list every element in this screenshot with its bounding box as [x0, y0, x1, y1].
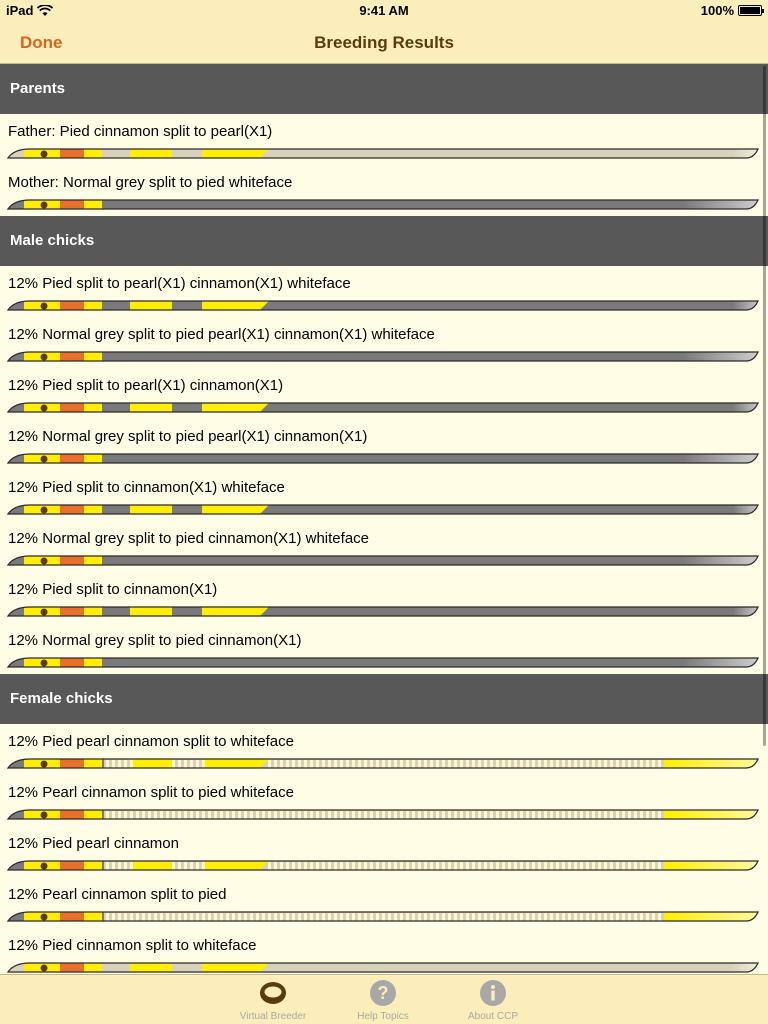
bird-color-bar [6, 657, 760, 669]
tab-bar [0, 974, 768, 1024]
result-label: 12% Pearl cinnamon split to pied whiteface [8, 784, 294, 801]
bird-bar-container [6, 147, 760, 165]
bird-color-bar [6, 962, 760, 974]
result-label: 12% Pied split to cinnamon(X1) whiteface [8, 479, 285, 496]
bird-color-bar [6, 758, 760, 770]
bird-bar-container [6, 757, 760, 775]
result-row[interactable] [0, 572, 768, 623]
bird-color-bar [6, 809, 760, 821]
bird-color-bar [6, 860, 760, 872]
bird-color-bar [6, 453, 760, 465]
result-label: 12% Normal grey split to pied pearl(X1) cinnamon(X1) whiteface [8, 326, 435, 343]
result-label: 12% Pied split to pearl(X1) cinnamon(X1) whiteface [8, 275, 351, 292]
info-icon [448, 978, 538, 1008]
result-label: 12% Normal grey split to pied pearl(X1) cinnamon(X1) [8, 428, 368, 445]
tab-virtual-breeder[interactable] [228, 978, 318, 1022]
bird-bar-container [6, 198, 760, 216]
status-time: 9:41 AM [359, 3, 409, 18]
result-row[interactable] [0, 623, 768, 674]
result-row[interactable] [0, 266, 768, 317]
result-row[interactable] [0, 775, 768, 826]
section-header: Female chicks [0, 674, 768, 724]
page-title: Breeding Results [314, 33, 454, 52]
result-label: 12% Pied pearl cinnamon [8, 835, 179, 852]
question-icon [338, 978, 428, 1008]
battery-icon [738, 5, 762, 16]
navigation-bar [0, 22, 768, 64]
result-label: 12% Pied split to pearl(X1) cinnamon(X1) [8, 377, 284, 394]
bird-color-bar [6, 402, 760, 414]
result-label: Father: Pied cinnamon split to pearl(X1) [8, 123, 273, 140]
tab-label: Virtual Breeder [239, 1011, 307, 1022]
bird-bar-container [6, 452, 760, 470]
section-header: Parents [0, 64, 768, 114]
result-row[interactable] [0, 521, 768, 572]
tab-help-topics[interactable] [338, 978, 428, 1022]
result-label: 12% Pearl cinnamon split to pied [8, 886, 227, 903]
result-row[interactable] [0, 368, 768, 419]
tab-label: Help Topics [357, 1011, 409, 1022]
section-header: Male chicks [0, 216, 768, 266]
bird-bar-container [6, 910, 760, 928]
result-row[interactable] [0, 877, 768, 928]
svg-text:?: ? [377, 983, 389, 1003]
result-row[interactable] [0, 419, 768, 470]
status-right [701, 3, 762, 18]
bird-bar-container [6, 554, 760, 572]
result-row[interactable] [0, 826, 768, 877]
status-bar [0, 0, 768, 22]
result-row[interactable] [0, 470, 768, 521]
bird-color-bar [6, 555, 760, 567]
result-label: 12% Pied split to cinnamon(X1) [8, 581, 218, 598]
bird-bar-container [6, 503, 760, 521]
result-label: 12% Pied cinnamon split to whiteface [8, 937, 257, 954]
result-label: 12% Normal grey split to pied cinnamon(X1) [8, 632, 302, 649]
scroll-indicator[interactable] [763, 66, 766, 746]
bird-bar-container [6, 605, 760, 623]
result-label: 12% Normal grey split to pied cinnamon(X1) whiteface [8, 530, 370, 547]
nest-icon [228, 978, 318, 1008]
bird-color-bar [6, 606, 760, 618]
tab-about-ccp[interactable] [448, 978, 538, 1022]
bird-bar-container [6, 656, 760, 674]
result-row[interactable] [0, 317, 768, 368]
bird-color-bar [6, 148, 760, 160]
bird-bar-container [6, 350, 760, 368]
results-list[interactable] [0, 64, 768, 974]
bird-bar-container [6, 859, 760, 877]
done-button[interactable]: Done [20, 33, 63, 52]
result-row[interactable] [0, 724, 768, 775]
battery-percent: 100% [700, 3, 734, 18]
bird-color-bar [6, 911, 760, 923]
result-row[interactable] [0, 928, 768, 974]
result-label: 12% Pied pearl cinnamon split to whiteface [8, 733, 294, 750]
bird-color-bar [6, 351, 760, 363]
bird-bar-container [6, 401, 760, 419]
bird-color-bar [6, 300, 760, 312]
device-name: iPad [6, 3, 34, 18]
bird-color-bar [6, 199, 760, 211]
bird-bar-container [6, 961, 760, 974]
result-row[interactable] [0, 114, 768, 165]
bird-bar-container [6, 299, 760, 317]
bird-bar-container [6, 808, 760, 826]
result-row[interactable] [0, 165, 768, 216]
bird-color-bar [6, 504, 760, 516]
result-label: Mother: Normal grey split to pied whiteface [8, 174, 293, 191]
tab-label: About CCP [467, 1011, 519, 1022]
